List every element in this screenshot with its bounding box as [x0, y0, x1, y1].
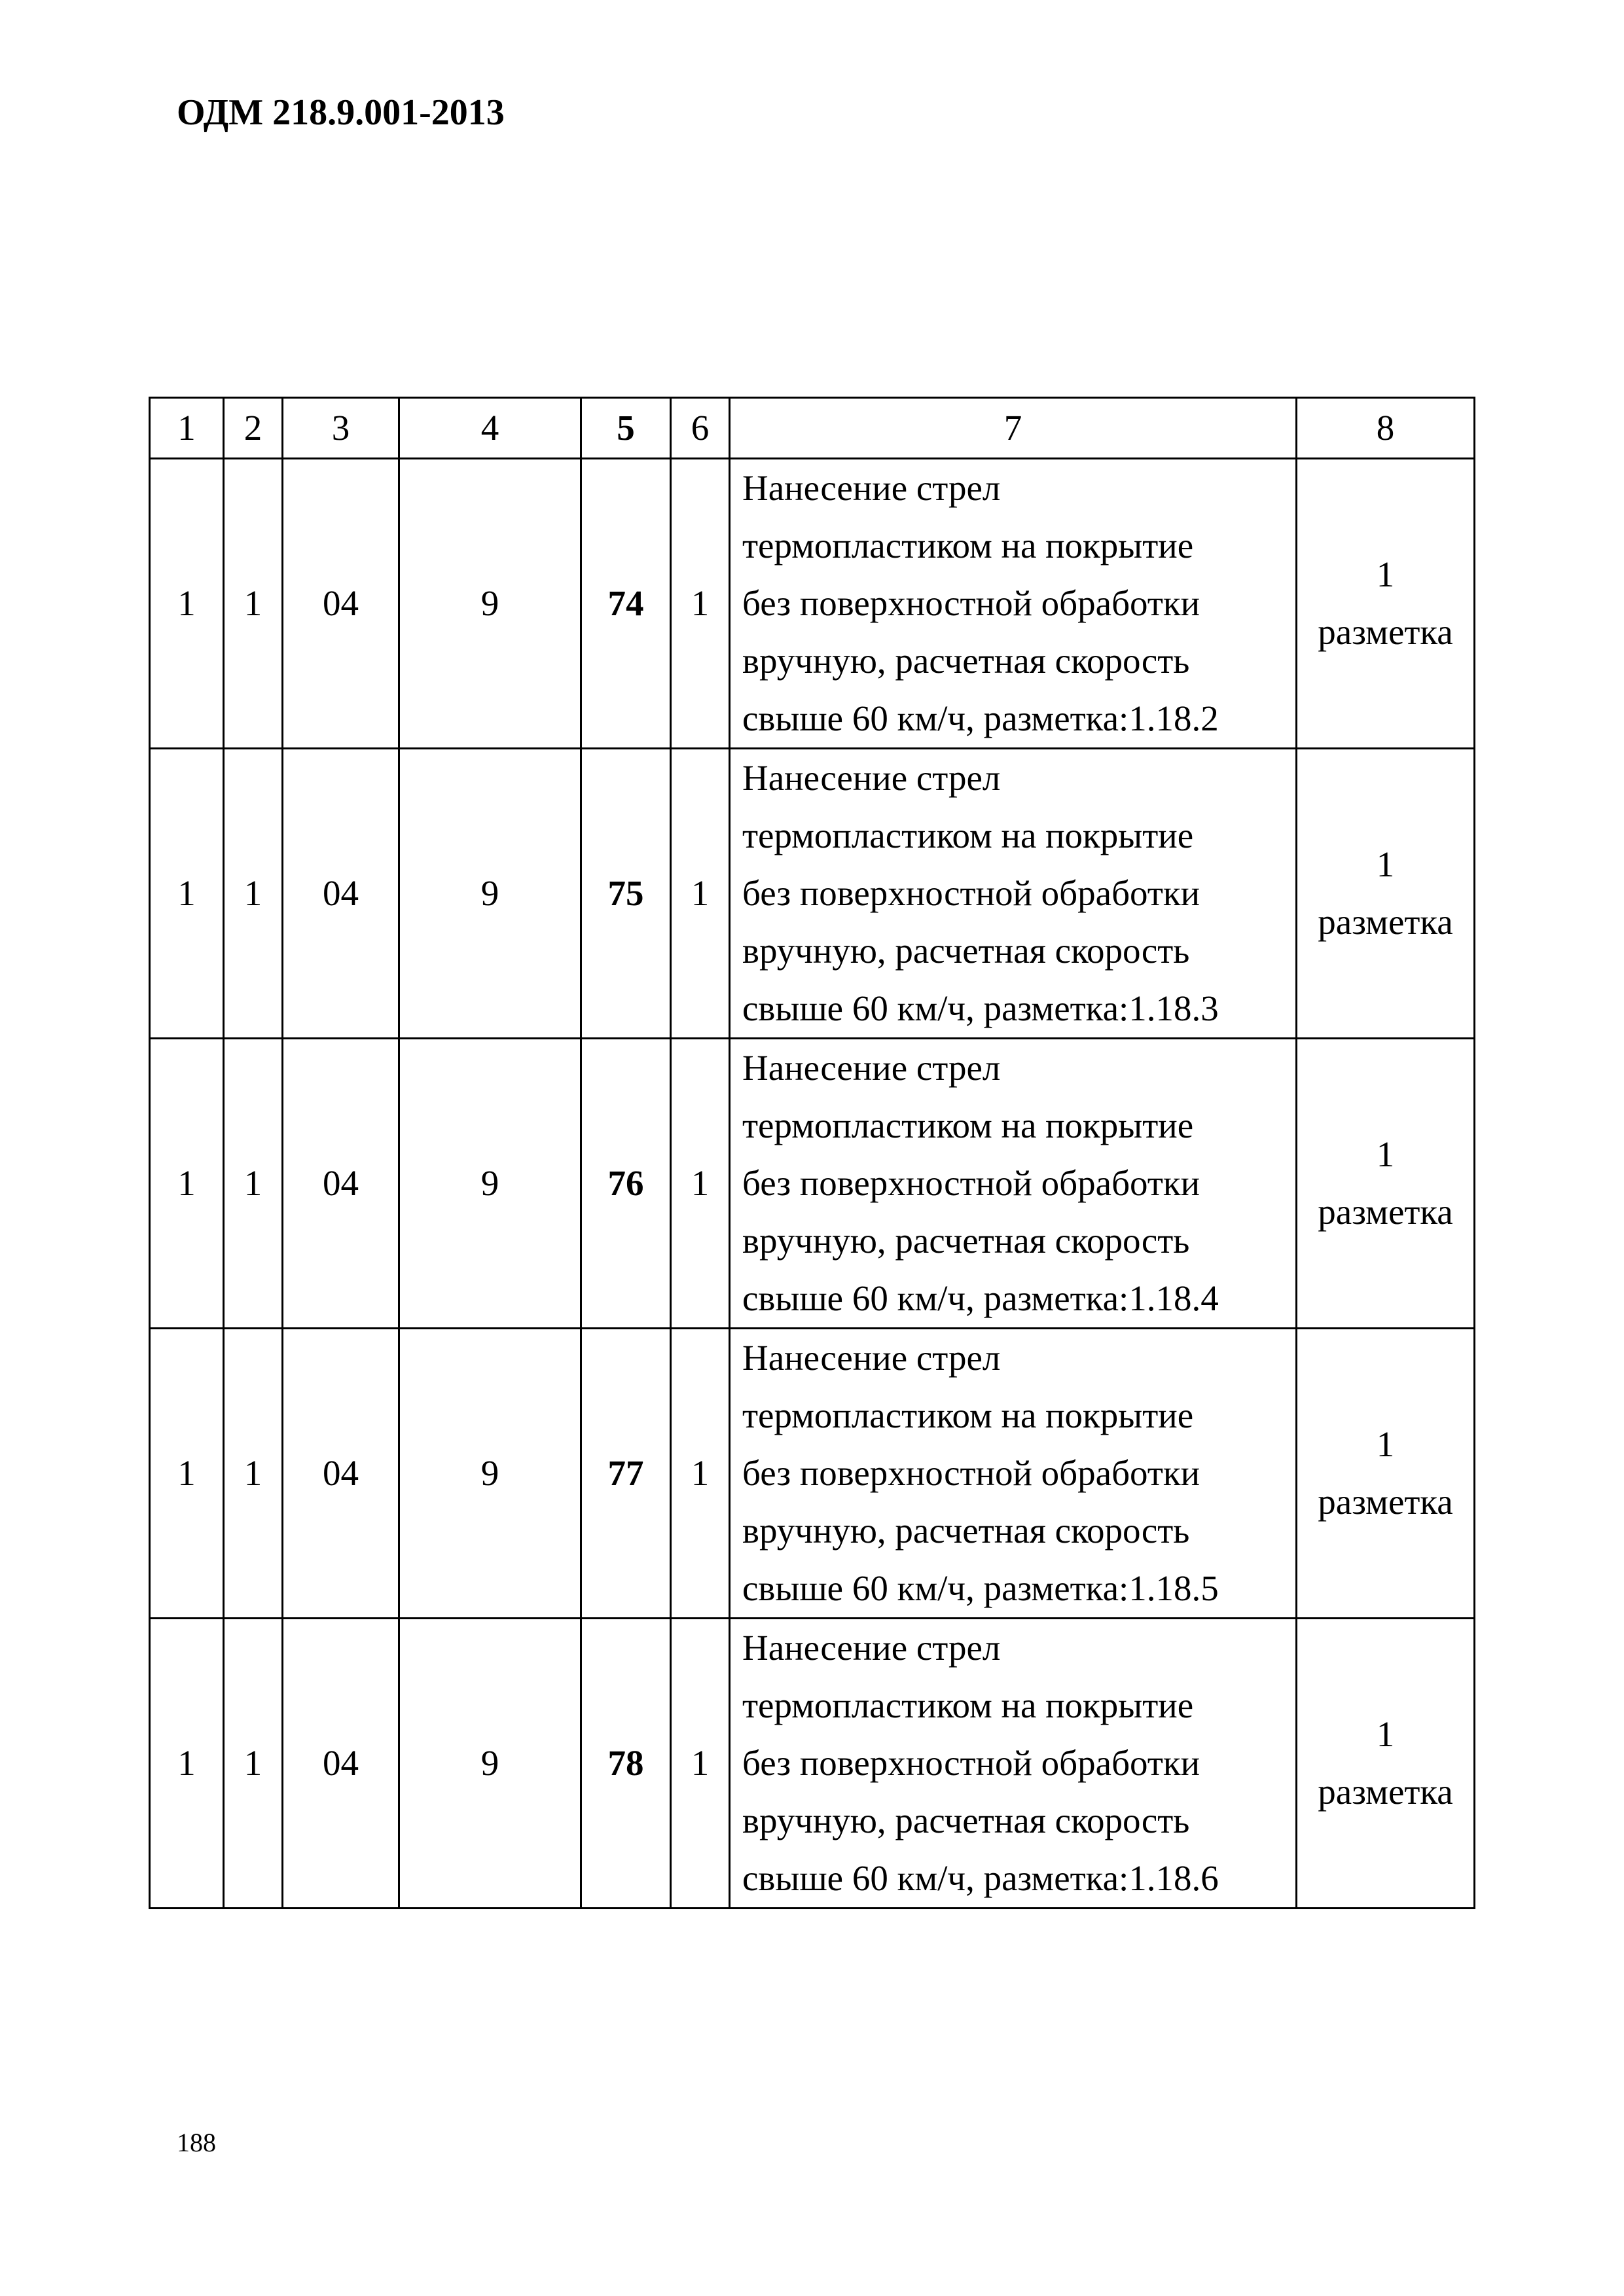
cell-col1: 1 [150, 749, 224, 1039]
description-line: без поверхностной обработки [742, 583, 1200, 623]
column-header: 2 [224, 398, 283, 459]
cell-col3: 04 [283, 1619, 399, 1909]
description-cell [730, 459, 1297, 749]
unit-quantity: 1 [1376, 1424, 1395, 1464]
cell-col5: 77 [581, 1329, 671, 1619]
description-line: свыше 60 км/ч, разметка:1.18.2 [742, 698, 1219, 738]
cell-col2: 1 [224, 749, 283, 1039]
description-line: без поверхностной обработки [742, 1743, 1200, 1783]
unit-cell [1297, 459, 1475, 749]
table-row [150, 459, 1475, 749]
cell-col3: 04 [283, 749, 399, 1039]
cell-col5: 75 [581, 749, 671, 1039]
description-line: свыше 60 км/ч, разметка:1.18.3 [742, 988, 1219, 1028]
column-header: 3 [283, 398, 399, 459]
cell-col5: 76 [581, 1039, 671, 1329]
table-row [150, 1619, 1475, 1909]
column-header: 5 [581, 398, 671, 459]
unit-name: разметка [1318, 1772, 1453, 1812]
table-row [150, 749, 1475, 1039]
description-line: термопластиком на покрытие [742, 816, 1194, 855]
cell-col2: 1 [224, 1619, 283, 1909]
document-code: ОДМ 218.9.001-2013 [177, 92, 505, 133]
description-line: вручную, расчетная скорость [742, 1221, 1190, 1261]
cell-col6: 1 [671, 749, 730, 1039]
cell-col4: 9 [399, 749, 581, 1039]
column-header: 4 [399, 398, 581, 459]
description-line: термопластиком на покрытие [742, 1395, 1194, 1435]
column-header: 1 [150, 398, 224, 459]
description-line: Нанесение стрел [742, 1338, 1001, 1378]
unit-name: разметка [1318, 1482, 1453, 1522]
unit-cell [1297, 1329, 1475, 1619]
page-number: 188 [177, 2128, 216, 2157]
cell-col5: 78 [581, 1619, 671, 1909]
column-header: 8 [1297, 398, 1475, 459]
column-header: 6 [671, 398, 730, 459]
description-line: термопластиком на покрытие [742, 1105, 1194, 1145]
description-line: Нанесение стрел [742, 1048, 1001, 1088]
description-cell [730, 749, 1297, 1039]
cell-col4: 9 [399, 1329, 581, 1619]
unit-cell [1297, 1039, 1475, 1329]
description-cell [730, 1619, 1297, 1909]
description-line: вручную, расчетная скорость [742, 1511, 1190, 1551]
table-row [150, 1039, 1475, 1329]
unit-name: разметка [1318, 612, 1453, 652]
cell-col1: 1 [150, 1039, 224, 1329]
description-line: вручную, расчетная скорость [742, 1801, 1190, 1840]
description-line: свыше 60 км/ч, разметка:1.18.6 [742, 1858, 1219, 1898]
cell-col4: 9 [399, 1039, 581, 1329]
description-line: термопластиком на покрытие [742, 526, 1194, 565]
description-line: без поверхностной обработки [742, 873, 1200, 913]
unit-cell [1297, 1619, 1475, 1909]
description-line: вручную, расчетная скорость [742, 641, 1190, 681]
description-line: Нанесение стрел [742, 468, 1001, 508]
unit-cell [1297, 749, 1475, 1039]
cell-col2: 1 [224, 1039, 283, 1329]
classifier-table [149, 397, 1475, 1909]
cell-col2: 1 [224, 1329, 283, 1619]
cell-col4: 9 [399, 1619, 581, 1909]
description-line: Нанесение стрел [742, 758, 1001, 798]
description-line: термопластиком на покрытие [742, 1685, 1194, 1725]
table-row [150, 1329, 1475, 1619]
cell-col2: 1 [224, 459, 283, 749]
cell-col6: 1 [671, 459, 730, 749]
unit-quantity: 1 [1376, 844, 1395, 884]
cell-col1: 1 [150, 1329, 224, 1619]
description-line: без поверхностной обработки [742, 1453, 1200, 1493]
cell-col4: 9 [399, 459, 581, 749]
description-cell [730, 1039, 1297, 1329]
unit-name: разметка [1318, 902, 1453, 942]
cell-col1: 1 [150, 459, 224, 749]
description-line: без поверхностной обработки [742, 1163, 1200, 1203]
cell-col6: 1 [671, 1329, 730, 1619]
unit-quantity: 1 [1376, 554, 1395, 594]
cell-col6: 1 [671, 1039, 730, 1329]
column-header: 7 [730, 398, 1297, 459]
unit-quantity: 1 [1376, 1134, 1395, 1174]
description-line: свыше 60 км/ч, разметка:1.18.4 [742, 1278, 1219, 1318]
cell-col3: 04 [283, 459, 399, 749]
cell-col5: 74 [581, 459, 671, 749]
unit-quantity: 1 [1376, 1714, 1395, 1754]
description-line: Нанесение стрел [742, 1628, 1001, 1668]
table-header-row [150, 398, 1475, 459]
description-cell [730, 1329, 1297, 1619]
unit-name: разметка [1318, 1192, 1453, 1232]
cell-col3: 04 [283, 1329, 399, 1619]
cell-col1: 1 [150, 1619, 224, 1909]
description-line: вручную, расчетная скорость [742, 931, 1190, 971]
cell-col3: 04 [283, 1039, 399, 1329]
description-line: свыше 60 км/ч, разметка:1.18.5 [742, 1568, 1219, 1608]
cell-col6: 1 [671, 1619, 730, 1909]
